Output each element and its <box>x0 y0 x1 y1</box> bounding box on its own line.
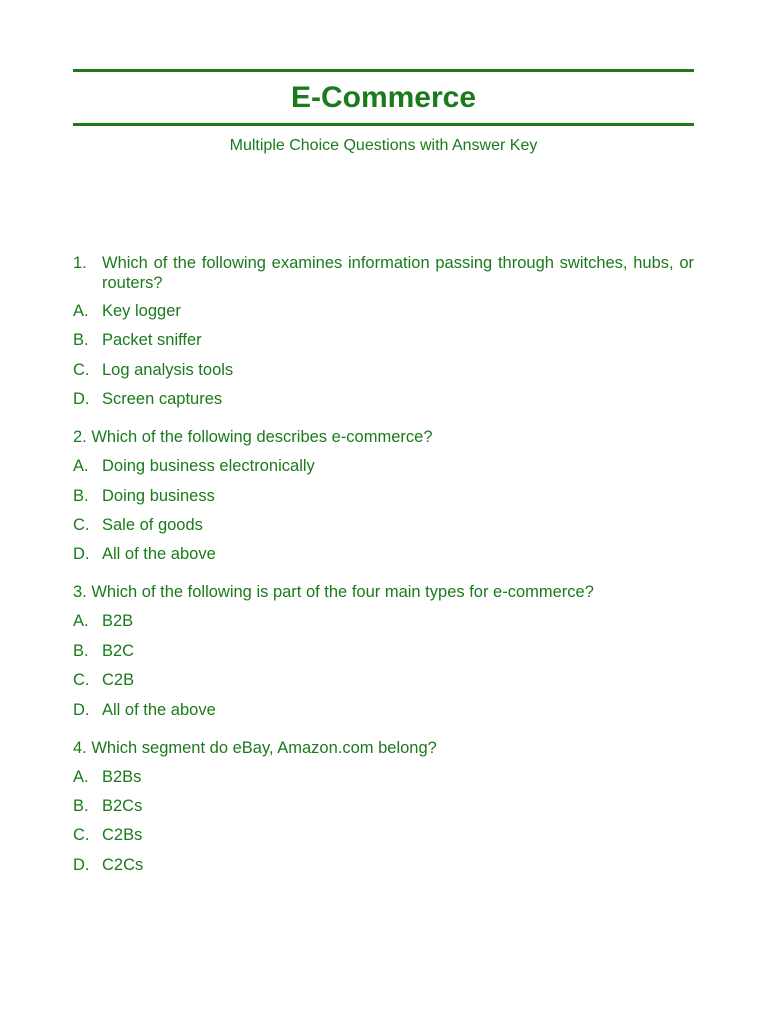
question-4 <box>73 738 694 875</box>
option-text: C2Cs <box>102 855 144 874</box>
option-text: C2Bs <box>102 826 143 845</box>
option-letter: D. <box>73 855 90 874</box>
option-text: Screen captures <box>102 390 223 409</box>
header-top-rule <box>73 69 694 72</box>
option-text: B2C <box>102 641 135 660</box>
page-title: E-Commerce <box>290 81 477 114</box>
option-letter: D. <box>73 700 90 719</box>
page-subtitle: Multiple Choice Questions with Answer Key <box>229 137 538 154</box>
option-letter: B. <box>73 331 89 350</box>
answer-option <box>73 855 694 875</box>
option-letter: B. <box>73 796 89 815</box>
question-stem <box>73 253 694 293</box>
answer-option <box>73 544 694 564</box>
option-text: B2B <box>102 612 134 631</box>
answer-option <box>73 301 694 321</box>
answer-option <box>73 767 694 787</box>
answer-option <box>73 670 694 690</box>
option-text: Packet sniffer <box>102 331 202 350</box>
question-number: 2. <box>73 428 87 447</box>
option-text: Doing business <box>102 486 215 505</box>
option-text: All of the above <box>102 545 216 564</box>
answer-option <box>73 515 694 535</box>
answer-option <box>73 360 694 380</box>
answer-option <box>73 641 694 661</box>
header-bottom-rule <box>73 123 694 126</box>
question-text: Which of the following describes e-commerce? <box>91 428 433 447</box>
answer-option <box>73 825 694 845</box>
question-stem <box>73 427 694 447</box>
option-letter: C. <box>73 360 90 379</box>
option-text: B2Cs <box>102 796 143 815</box>
question-list <box>73 253 694 893</box>
option-letter: B. <box>73 641 89 660</box>
answer-option <box>73 389 694 409</box>
question-text: Which of the following examines information passing through switches, hubs, or routers? <box>102 254 694 292</box>
question-stem <box>73 738 694 758</box>
option-text: Doing business electronically <box>102 457 315 476</box>
question-text: Which of the following is part of the four main types for e-commerce? <box>91 583 594 602</box>
question-text: Which segment do eBay, Amazon.com belong? <box>91 738 437 757</box>
answer-option <box>73 486 694 506</box>
question-number: 1. <box>73 254 87 272</box>
option-text: Sale of goods <box>102 515 203 534</box>
option-text: C2B <box>102 671 135 690</box>
option-letter: D. <box>73 545 90 564</box>
answer-option <box>73 700 694 720</box>
option-letter: A. <box>73 612 89 631</box>
option-letter: A. <box>73 767 89 786</box>
option-letter: A. <box>73 302 89 320</box>
answer-option <box>73 456 694 476</box>
option-letter: C. <box>73 826 90 845</box>
answer-option <box>73 611 694 631</box>
option-letter: A. <box>73 457 89 476</box>
question-1 <box>73 253 694 409</box>
option-text: All of the above <box>102 700 216 719</box>
question-2 <box>73 427 694 564</box>
option-letter: B. <box>73 486 89 505</box>
option-text: Key logger <box>102 302 181 320</box>
option-text: B2Bs <box>102 767 142 786</box>
question-stem <box>73 582 694 602</box>
answer-option <box>73 796 694 816</box>
question-3 <box>73 582 694 719</box>
option-text: Log analysis tools <box>102 360 234 379</box>
option-letter: C. <box>73 671 90 690</box>
answer-option <box>73 330 694 350</box>
question-number: 4. <box>73 738 87 757</box>
question-number: 3. <box>73 583 87 602</box>
option-letter: C. <box>73 515 90 534</box>
option-letter: D. <box>73 390 90 409</box>
